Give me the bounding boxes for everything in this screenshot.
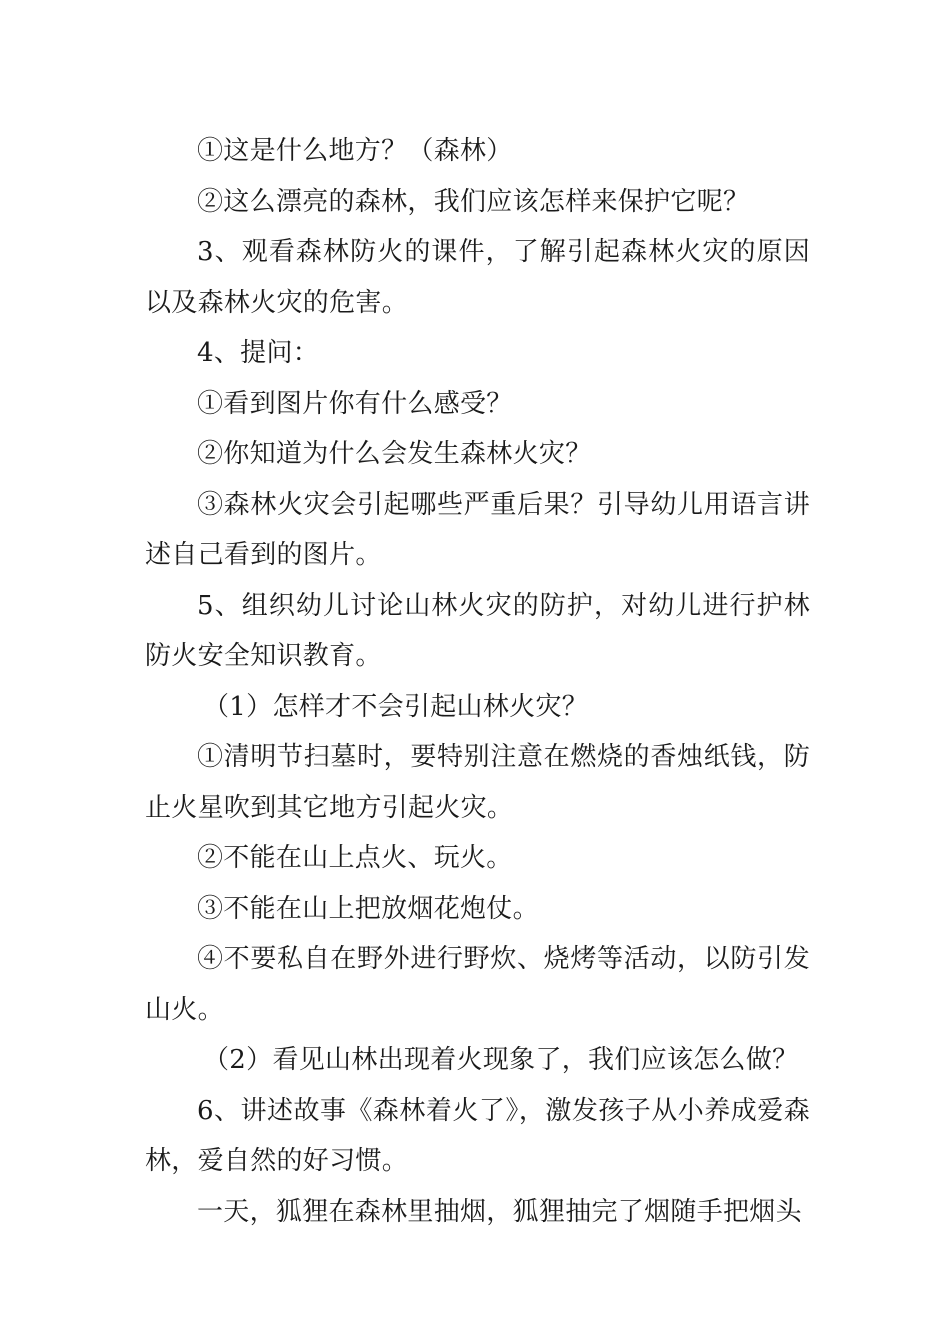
paragraph-rule-4: ④不要私自在野外进行野炊、烧烤等活动，以防引发山火。 <box>145 944 810 1025</box>
paragraph-rule-1: ①清明节扫墓时，要特别注意在燃烧的香烛纸钱，防止火星吹到其它地方引起火灾。 <box>145 742 810 823</box>
paragraph-rule-3: ③不能在山上把放烟花炮仗。 <box>197 893 539 924</box>
paragraph-question-consequence: ③森林火灾会引起哪些严重后果？引导幼儿用语言讲述自己看到的图片。 <box>145 489 810 570</box>
paragraph-step-4: 4、提问： <box>197 338 320 368</box>
paragraph-subheading-1: （1）怎样才不会引起山林火灾？ <box>203 691 589 722</box>
paragraph-question-feeling: ①看到图片你有什么感受？ <box>197 388 513 419</box>
paragraph-subheading-2: （2）看见山林出现着火现象了，我们应该怎么做？ <box>203 1045 799 1075</box>
paragraph-rule-2: ②不能在山上点火、玩火。 <box>197 843 513 873</box>
paragraph-question-protect: ②这么漂亮的森林，我们应该怎样来保护它呢？ <box>197 186 750 217</box>
paragraph-step-3: 3、观看森林防火的课件，了解引起森林火灾的原因以及森林火灾的危害。 <box>145 237 810 318</box>
document-body <box>145 126 810 1237</box>
paragraph-step-5: 5、组织幼儿讨论山林火灾的防护，对幼儿进行护林防火安全知识教育。 <box>145 590 810 671</box>
paragraph-question-place: ①这是什么地方？（森林） <box>197 136 513 166</box>
paragraph-question-cause: ②你知道为什么会发生森林火灾？ <box>197 439 592 469</box>
paragraph-story-start: 一天，狐狸在森林里抽烟，狐狸抽完了烟随手把烟头 <box>197 1196 802 1227</box>
paragraph-step-6: 6、讲述故事《森林着火了》，激发孩子从小养成爱森林，爱自然的好习惯。 <box>145 1095 810 1176</box>
